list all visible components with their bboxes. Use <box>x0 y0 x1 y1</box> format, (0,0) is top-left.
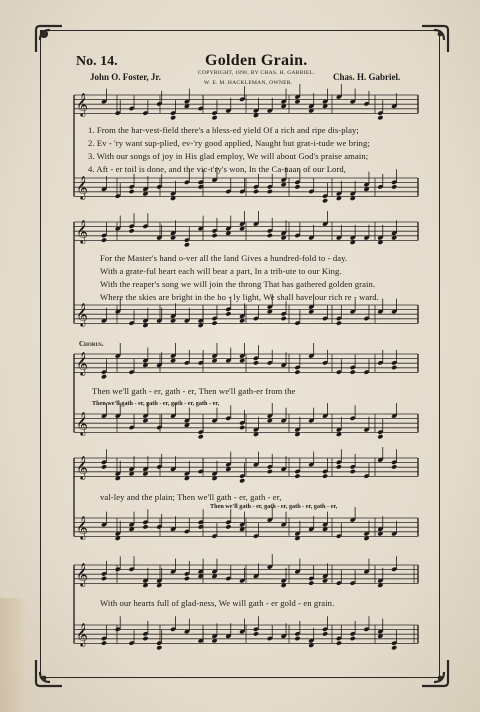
verse-3-line-1: 3. With our songs of joy in His glad employ, We will about God's praise amain; <box>88 151 369 161</box>
note-head <box>308 580 314 585</box>
note-head <box>198 434 204 439</box>
note-head <box>101 374 107 379</box>
note-head <box>170 115 176 120</box>
note-head <box>267 189 273 194</box>
note-head <box>129 228 135 233</box>
verse-1-line-2: For the Master's hand o-ver all the land Gives a hundred-fold to - day. <box>100 253 348 263</box>
note-head <box>184 242 190 247</box>
note-head <box>253 189 259 194</box>
verse-1-line-1: 1. From the har-vest-field there's a bless-ed yield Of a rich and ripe dis-play; <box>88 125 359 135</box>
note-head <box>101 464 107 469</box>
note-head <box>294 636 300 641</box>
clef-icon: 𝄞 <box>76 302 88 326</box>
chorus-lyric-2-lower: Then we'll gath - er, gath - er, gath - er, gath - er, <box>210 503 338 510</box>
note-head <box>184 576 190 581</box>
verse-4-line-2: Where the skies are bright in the ho - ly light, We shall have our rich re - ward. <box>100 292 379 302</box>
note-head <box>322 473 328 478</box>
note-head <box>336 320 342 325</box>
note-head <box>391 645 397 650</box>
note-head <box>225 524 231 529</box>
note-head <box>253 360 259 365</box>
clef-icon: 𝄞 <box>76 219 88 243</box>
final-lyric: With our hearts full of glad-ness, We will gath - er gold - en grain. <box>100 598 335 608</box>
note-head <box>142 636 148 641</box>
verse-3-line-2: With the reaper's song we will join the throng That has gathered golden grain. <box>100 279 376 289</box>
note-head <box>322 631 328 636</box>
chorus-lyric-1-upper: Then we'll gath - er, gath - er, Then we'll gath-er from the <box>92 386 296 396</box>
note-head <box>350 636 356 641</box>
note-head <box>101 237 107 242</box>
hymn-number: No. 14. <box>76 54 118 69</box>
clef-icon: 𝄞 <box>76 411 88 435</box>
hymn-title: Golden Grain. <box>205 52 308 69</box>
verse-4-line-1: 4. Aft - er toil is done, and the vic-t'ry's won, In the Ca-naan of our Lord, <box>88 164 347 174</box>
verse-2-line-1: 2. Ev - 'ry want sup-plied, ev-'ry good applied, Naught but grat-i-tude we bring; <box>88 138 370 148</box>
note-head <box>101 576 107 581</box>
chorus-label: Chorus. <box>79 340 104 348</box>
note-head <box>391 365 397 370</box>
note-head <box>156 645 162 650</box>
note-head <box>350 469 356 474</box>
note-head <box>253 631 259 636</box>
clef-icon: 𝄞 <box>76 351 88 375</box>
note-head <box>391 184 397 189</box>
note-head <box>336 640 342 645</box>
note-head <box>101 640 107 645</box>
note-head <box>211 233 217 238</box>
note-head <box>211 115 217 120</box>
note-head <box>377 434 383 439</box>
note-head <box>294 369 300 374</box>
note-head <box>239 478 245 483</box>
note-head <box>267 469 273 474</box>
clef-icon: 𝄞 <box>76 92 88 116</box>
note-head <box>377 115 383 120</box>
note-head <box>142 524 148 529</box>
chorus-lyric-2-upper: val-ley and the plain; Then we'll gath - er, gath - er, <box>100 492 282 502</box>
note-head <box>350 369 356 374</box>
clef-icon: 𝄞 <box>76 175 88 199</box>
note-head <box>294 473 300 478</box>
note-head <box>239 425 245 430</box>
note-head <box>225 311 231 316</box>
copyright-owner: W. E. M. HACKLEMAN, OWNER. <box>204 80 293 86</box>
note-head <box>267 233 273 238</box>
composer: Chas. H. Gabriel. <box>333 72 401 82</box>
note-head <box>322 198 328 203</box>
chorus-lyric-1-lower: Then we'll gath - er, gath - er, gath - er, gath - er, <box>92 400 220 407</box>
note-head <box>336 464 342 469</box>
note-head <box>294 184 300 189</box>
clef-icon: 𝄞 <box>76 515 88 539</box>
verse-2-line-2: With a grate-ful heart each will bear a part, In a trib-ute to our King. <box>100 266 342 276</box>
copyright-notice: COPYRIGHT, 1890, BY CHAS. H. GABRIEL. <box>198 70 315 76</box>
note-head <box>281 316 287 321</box>
clef-icon: 𝄞 <box>76 622 88 646</box>
clef-icon: 𝄞 <box>76 455 88 479</box>
note-head <box>391 464 397 469</box>
lyricist: John O. Foster, Jr. <box>90 72 161 82</box>
note-head <box>129 189 135 194</box>
clef-icon: 𝄞 <box>76 562 88 586</box>
note-head <box>211 320 217 325</box>
